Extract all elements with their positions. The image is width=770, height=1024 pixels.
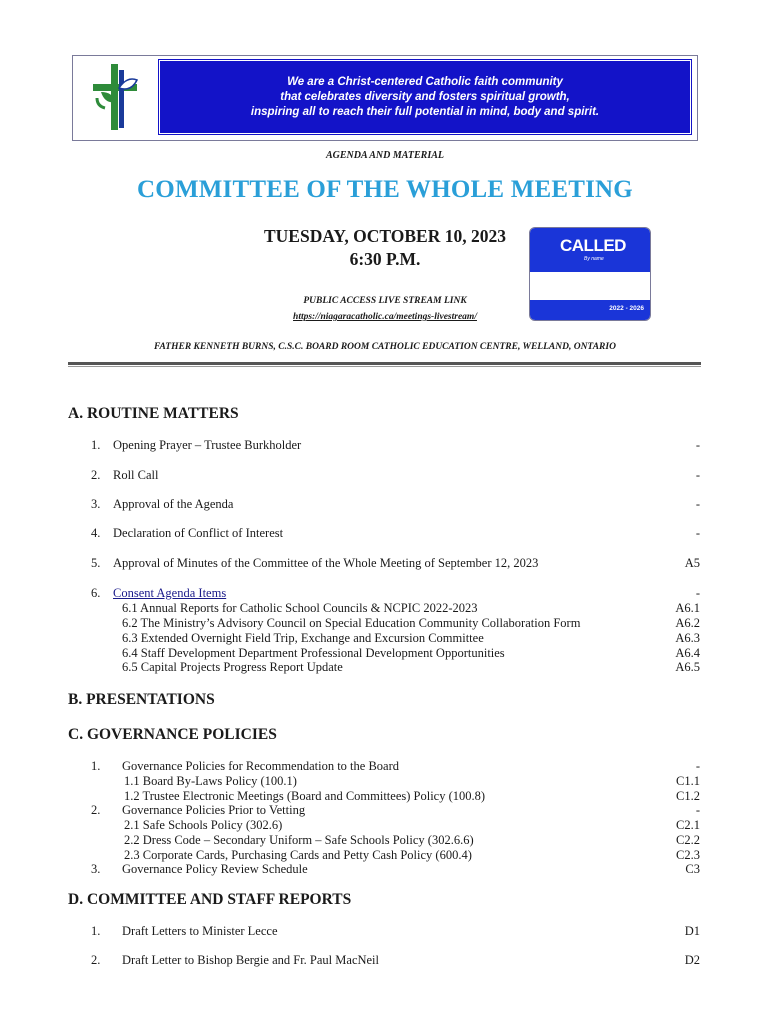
consent-item-text: 6.3 Extended Overnight Field Trip, Exchange and Excursion Committee: [122, 631, 484, 645]
consent-item-text: 6.4 Staff Development Department Professional Development Opportunities: [122, 646, 505, 660]
item-code: A6.4: [675, 646, 700, 660]
item-code: -: [695, 803, 700, 817]
item-number: 4.: [91, 526, 101, 540]
mission-line-3: inspiring all to reach their full potential in mind, body and spirit.: [250, 105, 600, 118]
agenda-item-text: Roll Call: [113, 468, 159, 482]
called-by-name-badge: [529, 227, 651, 321]
policy-item-text: 1.1 Board By-Laws Policy (100.1): [124, 774, 297, 788]
badge-top-band: [530, 228, 650, 272]
consent-item-text: 6.5 Capital Projects Progress Report Update: [122, 660, 343, 674]
item-number: 2.: [91, 953, 101, 967]
item-code: -: [695, 438, 700, 452]
badge-years: 2022 - 2026: [609, 305, 644, 312]
policy-item-text: 2.1 Safe Schools Policy (302.6): [124, 818, 283, 832]
section-d-heading: D. COMMITTEE AND STAFF REPORTS: [68, 891, 352, 908]
item-code: A6.3: [675, 631, 700, 645]
report-item-text: Draft Letters to Minister Lecce: [122, 924, 278, 938]
item-code: C3: [685, 862, 700, 876]
divider: [68, 362, 701, 365]
item-code: C2.2: [676, 833, 700, 847]
meeting-location: FATHER KENNETH BURNS, C.S.C. BOARD ROOM CATHOLIC EDUCATION CENTRE, WELLAND, ONTARIO: [154, 342, 616, 352]
item-code: C1.1: [676, 774, 700, 788]
meeting-time: 6:30 P.M.: [349, 249, 421, 269]
item-number: 6.: [91, 586, 101, 600]
item-number: 2.: [91, 803, 101, 817]
policy-group-text: Governance Policies Prior to Vetting: [122, 803, 306, 817]
item-code: D2: [684, 953, 700, 967]
item-number: 3.: [91, 497, 101, 511]
livestream-link[interactable]: https://niagaracatholic.ca/meetings-livestream/: [293, 312, 477, 322]
item-code: -: [695, 759, 700, 773]
stream-label: PUBLIC ACCESS LIVE STREAM LINK: [303, 296, 467, 306]
section-b-heading: B. PRESENTATIONS: [68, 691, 215, 708]
item-code: -: [695, 586, 700, 600]
item-code: A5: [684, 556, 700, 570]
policy-group-text: Governance Policies for Recommendation to the Board: [122, 759, 400, 773]
agenda-item-text: Approval of the Agenda: [113, 497, 234, 511]
item-code: C2.3: [676, 848, 700, 862]
agenda-label: AGENDA AND MATERIAL: [326, 150, 444, 161]
item-number: 3.: [91, 862, 101, 876]
badge-subtitle: By name: [584, 256, 604, 262]
policy-item-text: 2.3 Corporate Cards, Purchasing Cards and Petty Cash Policy (600.4): [124, 848, 472, 862]
item-code: C1.2: [676, 789, 700, 803]
policy-item-text: 2.2 Dress Code – Secondary Uniform – Safe Schools Policy (302.6.6): [124, 833, 474, 847]
report-item-text: Draft Letter to Bishop Bergie and Fr. Paul MacNeil: [122, 953, 380, 967]
divider: [68, 366, 701, 367]
section-a-heading: A. ROUTINE MATTERS: [68, 405, 239, 422]
mission-line-2: that celebrates diversity and fosters spiritual growth,: [280, 90, 570, 103]
section-c-heading: C. GOVERNANCE POLICIES: [68, 726, 277, 743]
policy-group-text: Governance Policy Review Schedule: [122, 862, 308, 876]
consent-item-text: 6.2 The Ministry’s Advisory Council on Special Education Community Collaboration Form: [122, 616, 581, 630]
item-number: 1.: [91, 438, 101, 452]
item-code: -: [695, 526, 700, 540]
item-number: 5.: [91, 556, 101, 570]
meeting-date: TUESDAY, OCTOBER 10, 2023: [264, 226, 506, 246]
item-code: D1: [684, 924, 700, 938]
item-number: 1.: [91, 924, 101, 938]
item-code: -: [695, 468, 700, 482]
agenda-item-text: Approval of Minutes of the Committee of the Whole Meeting of September 12, 2023: [113, 556, 539, 570]
consent-item-text: 6.1 Annual Reports for Catholic School Councils & NCPIC 2022-2023: [122, 601, 478, 615]
item-code: A6.2: [675, 616, 700, 630]
item-number: 1.: [91, 759, 101, 773]
badge-word: CALLED: [560, 236, 626, 255]
board-logo: [75, 58, 155, 136]
agenda-item-text: Opening Prayer – Trustee Burkholder: [113, 438, 302, 452]
policy-item-text: 1.2 Trustee Electronic Meetings (Board and Committees) Policy (100.8): [124, 789, 486, 803]
badge-bottom-band: [530, 300, 650, 320]
item-code: A6.5: [675, 660, 700, 674]
item-code: C2.1: [676, 818, 700, 832]
item-number: 2.: [91, 468, 101, 482]
page-title: COMMITTEE OF THE WHOLE MEETING: [137, 176, 633, 203]
item-code: A6.1: [675, 601, 700, 615]
mission-line-1: We are a Christ-centered Catholic faith community: [287, 75, 563, 88]
consent-agenda-link[interactable]: Consent Agenda Items: [113, 586, 227, 600]
mission-statement: [157, 58, 693, 136]
item-code: -: [695, 497, 700, 511]
agenda-item-text: Declaration of Conflict of Interest: [113, 526, 284, 540]
